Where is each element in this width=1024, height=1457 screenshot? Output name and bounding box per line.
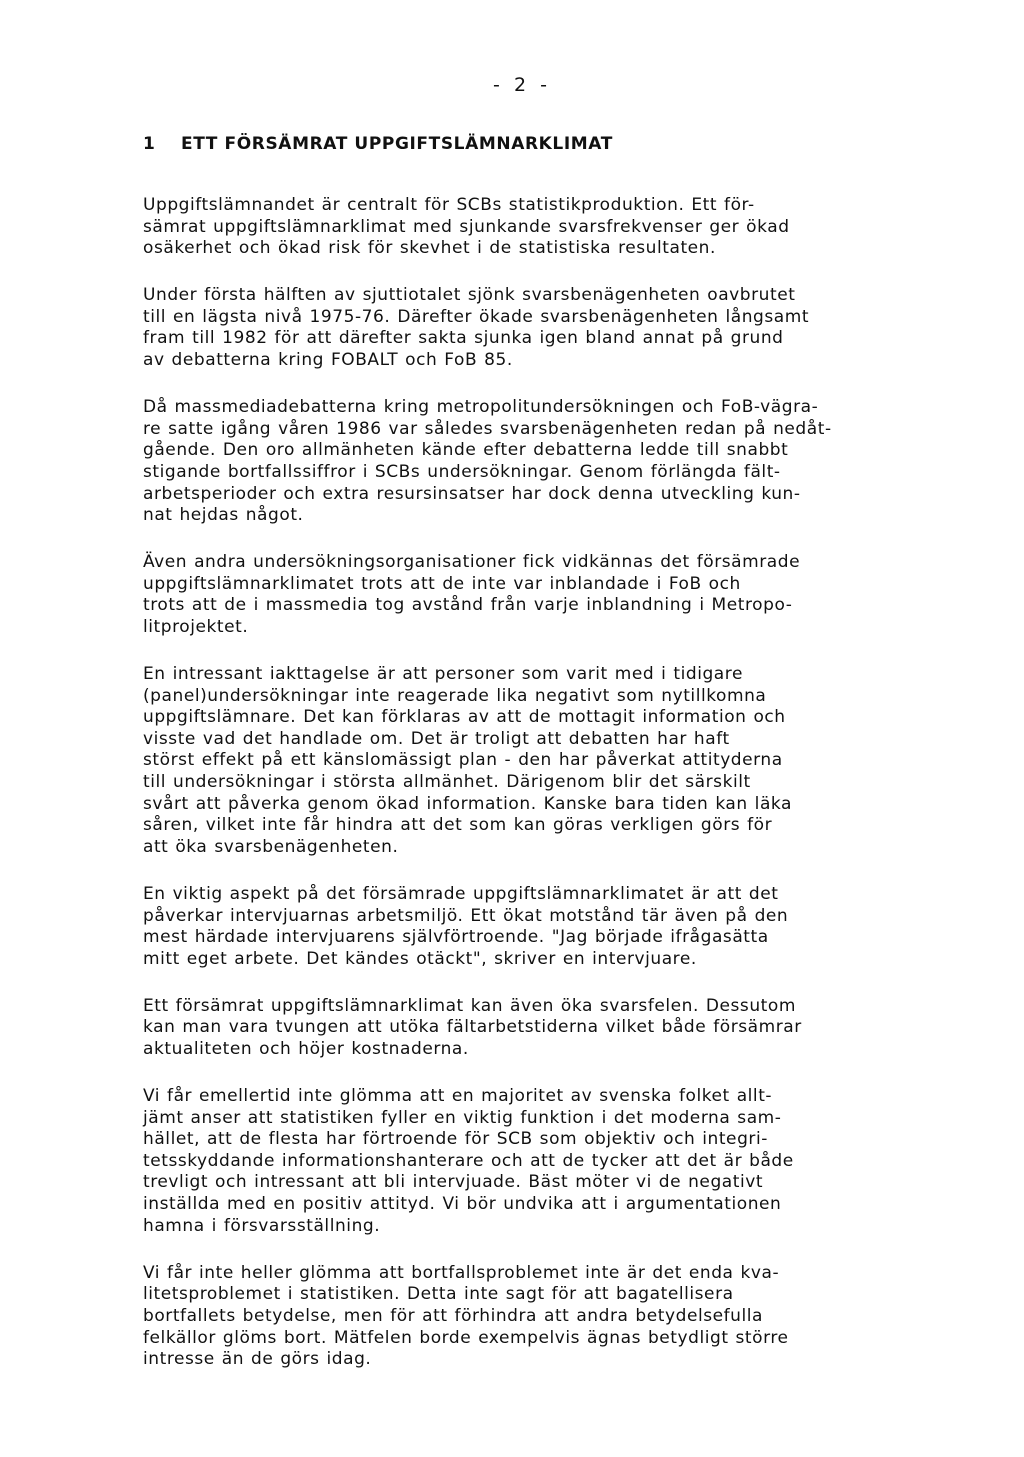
text-line: aktualiteten och höjer kostnaderna. bbox=[143, 1039, 469, 1059]
text-line: En viktig aspekt på det försämrade uppgiftslämnarklimatet är att det bbox=[143, 883, 779, 904]
text-line: hället, att de flesta har förtroende för SCB som objektiv och integri- bbox=[143, 1129, 768, 1150]
text-line: uppgiftslämnarklimatet trots att de inte var inblandade i FoB och bbox=[143, 573, 741, 594]
section-title: ETT FÖRSÄMRAT UPPGIFTSLÄMNARKLIMAT bbox=[181, 134, 613, 154]
text-line: (panel)undersökningar inte reagerade lika negativt som nytillkomna bbox=[143, 685, 767, 706]
text-line: litprojektet. bbox=[143, 617, 249, 637]
text-line: tetsskyddande informationshanterare och att de tycker att det är både bbox=[143, 1150, 794, 1171]
page-number: - 2 - bbox=[493, 74, 551, 96]
text-line: osäkerhet och ökad risk för skevhet i de statistiska resultaten. bbox=[143, 238, 716, 259]
text-line: intresse än de görs idag. bbox=[143, 1349, 372, 1370]
text-line: svårt att påverka genom ökad information. Kanske bara tiden kan läka bbox=[143, 793, 792, 814]
text-line: kan man vara tvungen att utöka fältarbetstiderna vilket både försämrar bbox=[143, 1017, 802, 1038]
text-line: arbetsperioder och extra resursinsatser har dock denna utveckling kun- bbox=[143, 483, 801, 504]
text-line: såren, vilket inte får hindra att det som kan göras verkligen görs för bbox=[143, 815, 773, 836]
paragraph bbox=[143, 552, 883, 638]
text-line: Ett försämrat uppgiftslämnarklimat kan även öka svarsfelen. Dessutom bbox=[143, 995, 796, 1016]
text-line: av debatterna kring FOBALT och FoB 85. bbox=[143, 350, 513, 371]
text-line: stigande bortfallssiffror i SCBs undersökningar. Genom förlängda fält- bbox=[143, 461, 781, 482]
text-line: litetsproblemet i statistiken. Detta inte sagt för att bagatellisera bbox=[143, 1284, 734, 1305]
paragraph bbox=[143, 285, 883, 371]
text-line: mest härdade intervjuarens självförtroende. "Jag började ifrågasätta bbox=[143, 927, 769, 948]
text-line: jämt anser att statistiken fyller en viktig funktion i det moderna sam- bbox=[143, 1107, 782, 1128]
section-heading bbox=[143, 134, 613, 154]
text-line: Vi får emellertid inte glömma att en majoritet av svenska folket allt- bbox=[143, 1086, 773, 1107]
text-line: trots att de i massmedia tog avstånd från varje inblandning i Metropo- bbox=[143, 595, 793, 616]
paragraph bbox=[143, 1263, 883, 1371]
paragraph bbox=[143, 664, 883, 858]
paragraph bbox=[143, 397, 883, 527]
text-line: Under första hälften av sjuttiotalet sjönk svarsbenägenheten oavbrutet bbox=[143, 285, 796, 306]
text-line: till undersökningar i största allmänhet. Därigenom blir det särskilt bbox=[143, 772, 751, 793]
text-line: gående. Den oro allmänheten kände efter debatterna ledde till snabbt bbox=[143, 440, 789, 461]
body-text bbox=[143, 195, 883, 1396]
text-line: trevligt och intressant att bli intervjuade. Bäst möter vi de negativt bbox=[143, 1172, 764, 1193]
text-line: inställda med en positiv attityd. Vi bör undvika att i argumentationen bbox=[143, 1194, 782, 1215]
text-line: Då massmediadebatterna kring metropolitundersökningen och FoB-vägra- bbox=[143, 397, 819, 418]
text-line: nat hejdas något. bbox=[143, 505, 304, 526]
text-line: visste vad det handlade om. Det är troligt att debatten har haft bbox=[143, 728, 730, 749]
text-line: mitt eget arbete. Det kändes otäckt", skriver en intervjuare. bbox=[143, 948, 697, 969]
text-line: Vi får inte heller glömma att bortfallsproblemet inte är det enda kva- bbox=[143, 1262, 780, 1283]
section-number: 1 bbox=[143, 134, 156, 154]
text-line: påverkar intervjuarnas arbetsmiljö. Ett ökat motstånd tär även på den bbox=[143, 905, 789, 926]
text-line: störst effekt på ett känslomässigt plan - den har påverkat attityderna bbox=[143, 750, 783, 771]
paragraph bbox=[143, 1086, 883, 1237]
text-line: uppgiftslämnare. Det kan förklaras av att de mottagit information och bbox=[143, 707, 786, 728]
text-line: att öka svarsbenägenheten. bbox=[143, 836, 399, 857]
text-line: re satte igång våren 1986 var således svarsbenägenheten redan på nedåt- bbox=[143, 418, 832, 439]
text-line: sämrat uppgiftslämnarklimat med sjunkande svarsfrekvenser ger ökad bbox=[143, 216, 790, 237]
text-line: Uppgiftslämnandet är centralt för SCBs statistikproduktion. Ett för- bbox=[143, 195, 755, 215]
text-line: bortfallets betydelse, men för att förhindra att andra betydelsefulla bbox=[143, 1305, 764, 1326]
paragraph bbox=[143, 884, 883, 970]
text-line: fram till 1982 för att därefter sakta sjunka igen bland annat på grund bbox=[143, 328, 784, 349]
text-line: till en lägsta nivå 1975-76. Därefter ökade svarsbenägenheten långsamt bbox=[143, 306, 810, 327]
paragraph bbox=[143, 195, 883, 260]
text-line: Även andra undersökningsorganisationer fick vidkännas det försämrade bbox=[143, 552, 801, 573]
text-line: En intressant iakttagelse är att personer som varit med i tidigare bbox=[143, 664, 743, 685]
text-line: hamna i försvarsställning. bbox=[143, 1215, 381, 1236]
paragraph bbox=[143, 996, 883, 1061]
text-line: felkällor glöms bort. Mätfelen borde exempelvis ägnas betydligt större bbox=[143, 1327, 789, 1348]
